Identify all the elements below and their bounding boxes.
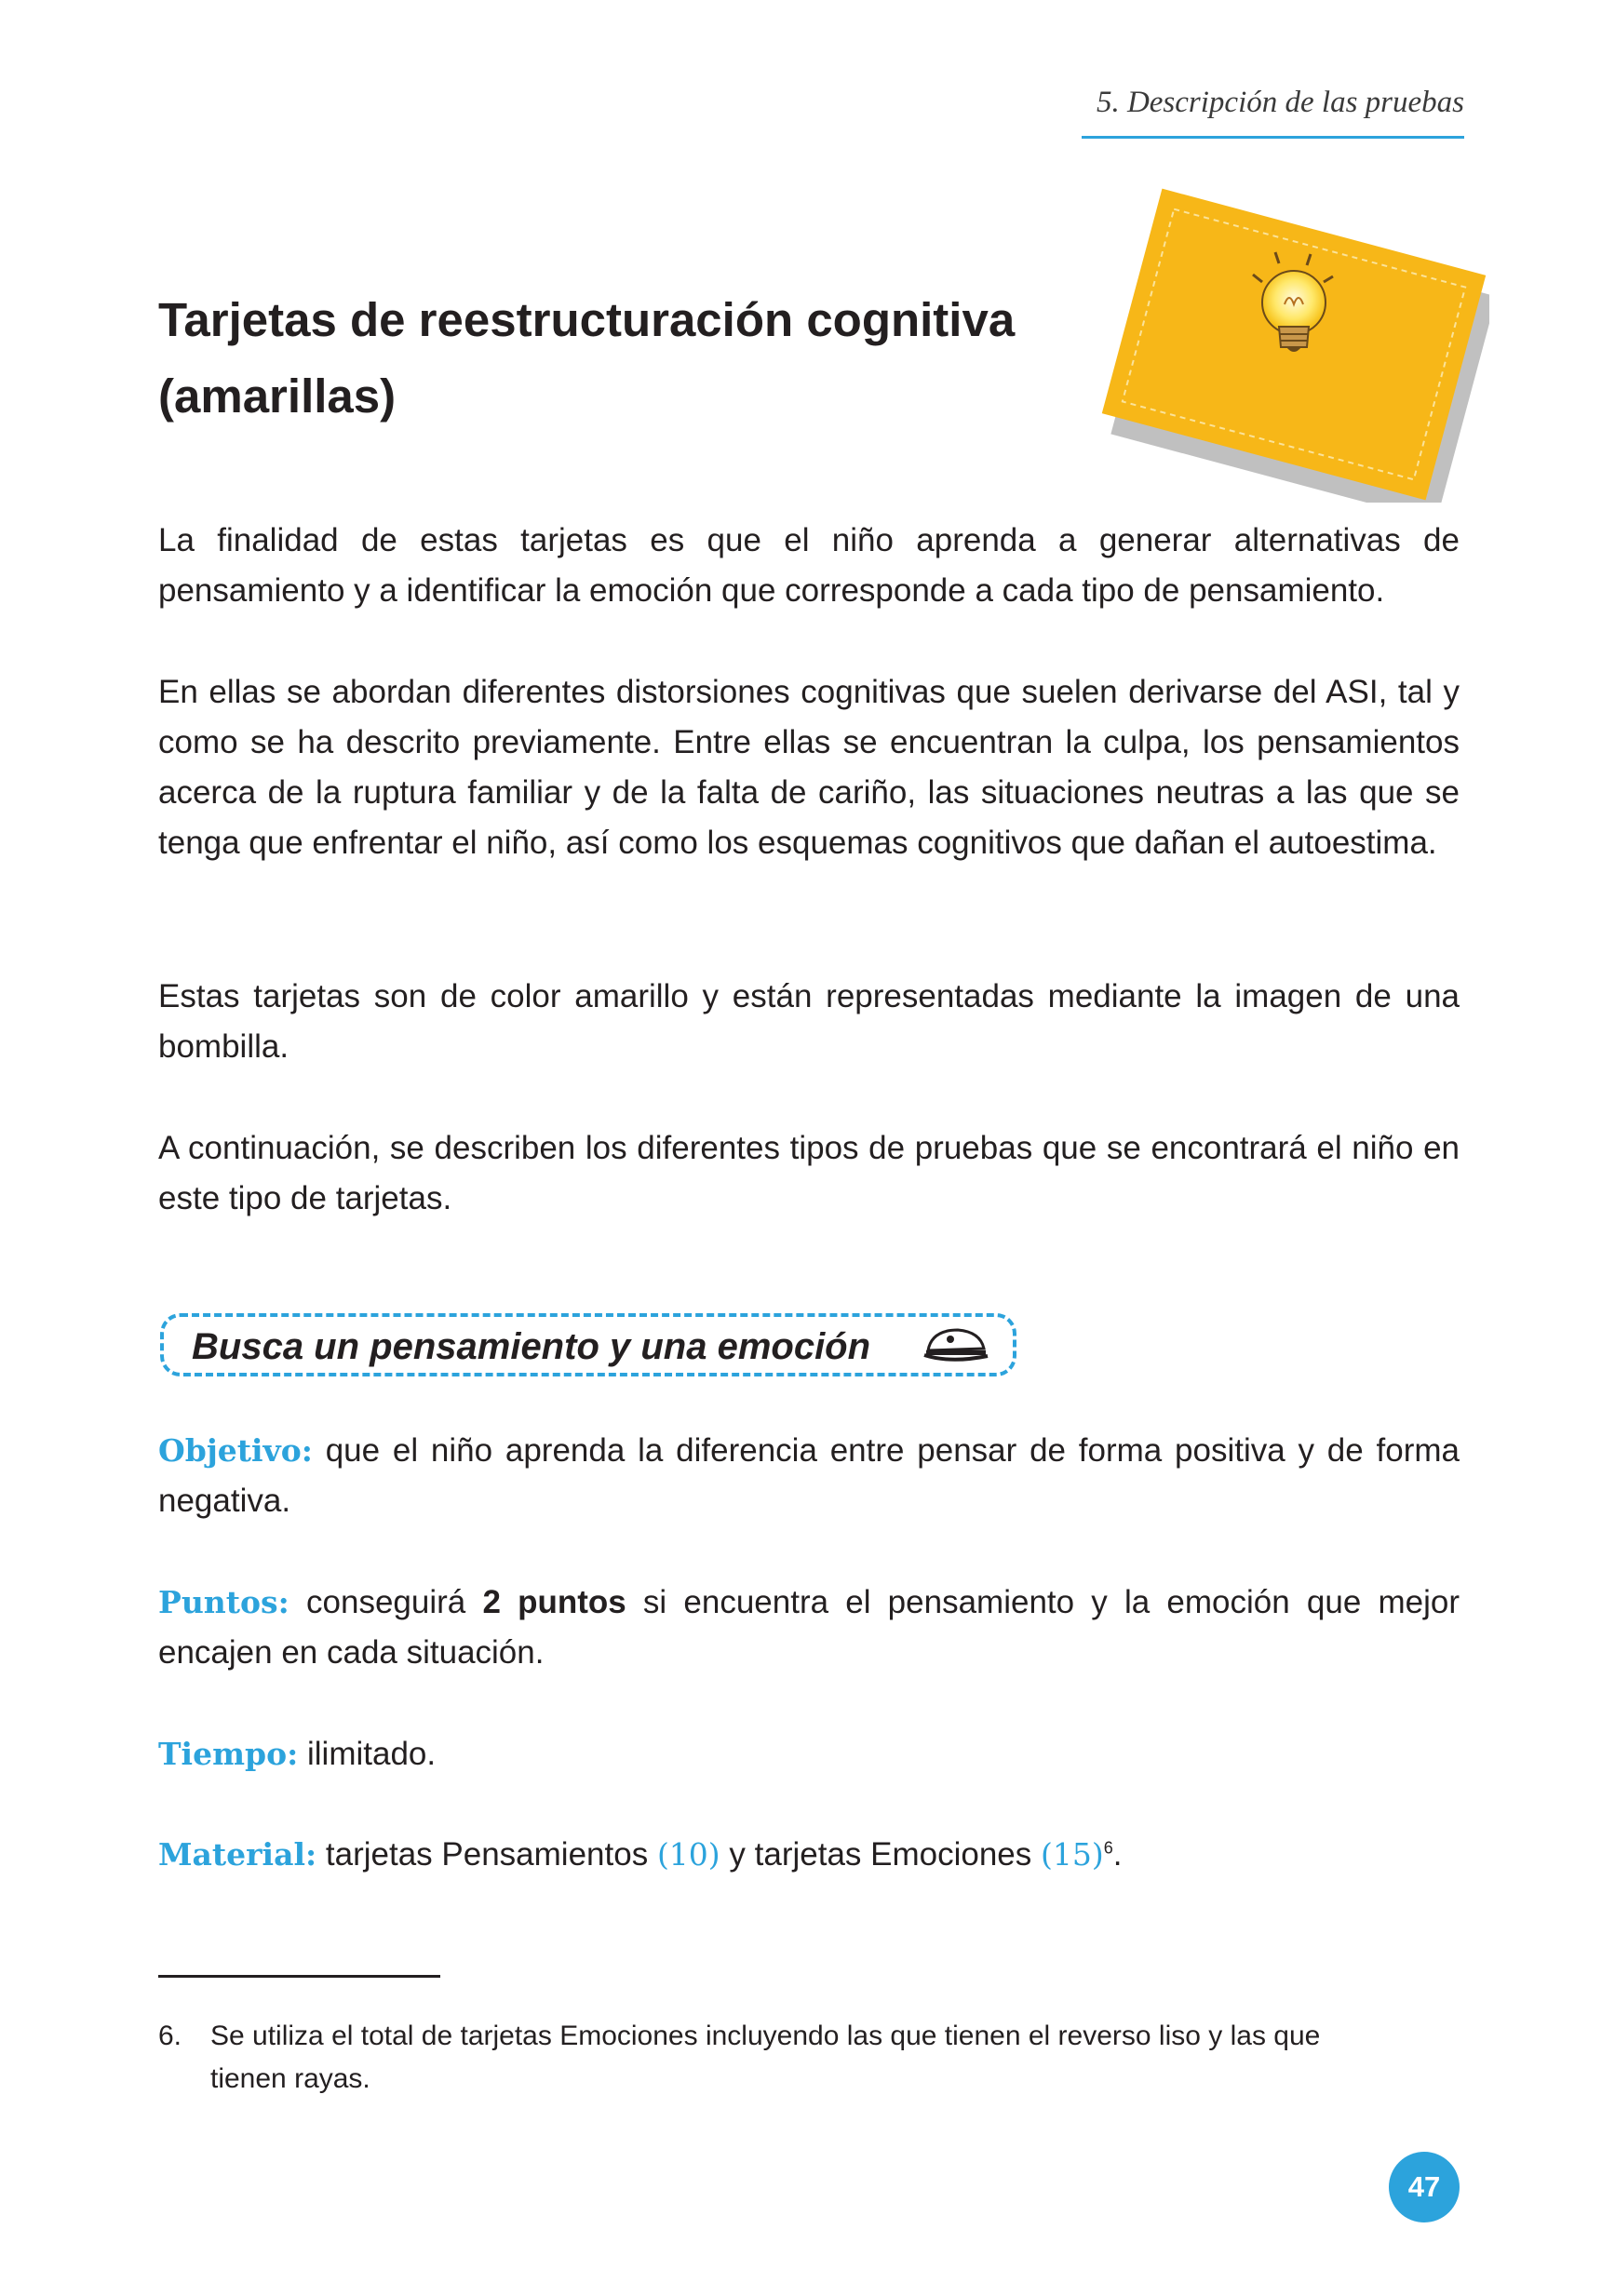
page-number: 47 xyxy=(1389,2152,1460,2222)
section-title: Busca un pensamiento y una emoción xyxy=(192,1326,871,1367)
title-line-1: Tarjetas de reestructuración cognitiva xyxy=(158,293,1016,346)
title-line-2: (amarillas) xyxy=(158,369,397,423)
objetivo-text: que el niño aprenda la diferencia entre pensar de forma positiva y de forma negativa. xyxy=(158,1432,1460,1519)
puntos-text-pre: conseguirá xyxy=(289,1584,483,1620)
material-text-end: . xyxy=(1112,1836,1123,1873)
paragraph-1: La finalidad de estas tarjetas es que el niño aprenda a generar alternativas de pensamiento y a identificar la emoción que corresponde a cada tipo de pensamiento. xyxy=(158,522,1460,609)
material-text-mid: y tarjetas Emociones xyxy=(720,1836,1041,1873)
running-header: 5. Descripción de las pruebas xyxy=(1096,86,1464,119)
footnote-text-line-2: tienen rayas. xyxy=(210,2063,370,2094)
field-tiempo xyxy=(158,1729,1460,1779)
page-title xyxy=(158,282,1089,435)
footnote-text-line-1: Se utiliza el total de tarjetas Emociones incluyendo las que tienen el reverso liso y las que xyxy=(210,2021,1321,2051)
field-material xyxy=(158,1830,1460,1880)
lightbulb-card-illustration xyxy=(1098,186,1489,503)
paragraph-3: Estas tarjetas son de color amarillo y están representadas mediante la imagen de una bombilla. xyxy=(158,978,1460,1065)
field-objetivo xyxy=(158,1426,1460,1526)
objetivo-label: Objetivo: xyxy=(158,1432,313,1469)
footnote-reference[interactable]: 6 xyxy=(1103,1838,1113,1858)
material-text-pre: tarjetas Pensamientos xyxy=(316,1836,657,1873)
field-puntos xyxy=(158,1578,1460,1678)
material-count-pensamientos: (10) xyxy=(656,1836,720,1873)
footnote-rule xyxy=(158,1975,440,1978)
material-label: Material: xyxy=(158,1836,317,1873)
tiempo-text: ilimitado. xyxy=(298,1736,437,1772)
footnote xyxy=(158,2015,1460,2101)
paragraph-4: A continuación, se describen los diferentes tipos de pruebas que se encontrará el niño en este tipo de tarjetas. xyxy=(158,1130,1460,1216)
captain-hat-icon xyxy=(922,1326,989,1365)
paragraph-2: En ellas se abordan diferentes distorsiones cognitivas que suelen derivarse del ASI, tal y como se ha descrito previamente. Entre ellas se encuentran la culpa, los pensamientos acerca de la ruptura familiar y de la falta de cariño, las situaciones neutras a las que se tenga que enfrentar el niño, así como los esquemas cognitivos que dañan el autoestima. xyxy=(158,674,1460,861)
section-heading-box xyxy=(160,1313,1016,1376)
puntos-label: Puntos: xyxy=(158,1584,289,1620)
header-rule xyxy=(1082,136,1464,139)
tiempo-label: Tiempo: xyxy=(158,1736,299,1772)
footnote-number: 6. xyxy=(158,2021,182,2051)
puntos-text-post: si encuentra el pensamiento y la emoción que mejor encajen en cada situación. xyxy=(158,1584,1460,1671)
puntos-bold: 2 puntos xyxy=(482,1584,626,1620)
material-count-emociones: (15) xyxy=(1041,1836,1104,1873)
